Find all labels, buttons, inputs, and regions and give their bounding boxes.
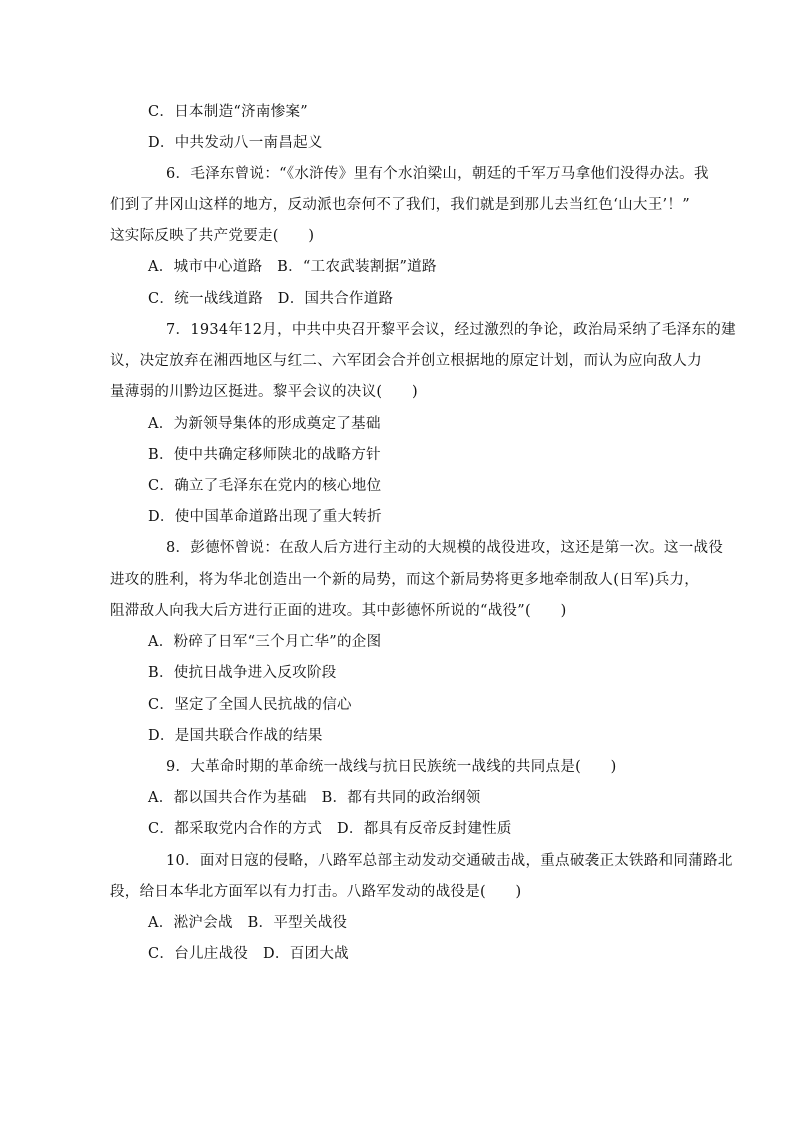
q6-options-ab: A．城市中心道路 B．“工农武装割据”道路 xyxy=(148,259,437,275)
q7-option-a: A．为新领导集体的形成奠定了基础 xyxy=(148,416,381,432)
q9-options-ab: A．都以国共合作为基础 B．都有共同的政治纲领 xyxy=(148,790,481,806)
q8-option-b: B．使抗日战争进入反攻阶段 xyxy=(148,665,337,681)
q8-option-a: A．粉碎了日军“三个月亡华”的企图 xyxy=(148,634,382,650)
q8-stem-line-2: 进攻的胜利，将为华北创造出一个新的局势，而这个新局势将更多地牵制敌人(日军)兵力， xyxy=(110,572,700,588)
q6-stem-line-2: 们到了井冈山这样的地方，反动派也奈何不了我们，我们就是到那儿去当红色‘山大王’！” xyxy=(110,197,690,213)
q5-option-d: D．中共发动八一南昌起义 xyxy=(148,135,323,151)
q8-option-d: D．是国共联合作战的结果 xyxy=(148,728,323,744)
q10-options-cd: C．台儿庄战役 D．百团大战 xyxy=(148,946,349,962)
q8-stem-line-1: 8．彭德怀曾说：在敌人后方进行主动的大规模的战役进攻，这还是第一次。这一战役 xyxy=(166,540,724,556)
q6-stem-line-1: 6．毛泽东曾说：“《水浒传》里有个水泊梁山，朝廷的千军万马拿他们没得办法。我 xyxy=(166,166,709,182)
q6-options-cd: C．统一战线道路 D．国共合作道路 xyxy=(148,291,394,307)
q7-stem-line-1: 7．1934年12月，中共中央召开黎平会议，经过激烈的争论，政治局采纳了毛泽东的建 xyxy=(166,322,736,338)
q7-option-c: C．确立了毛泽东在党内的核心地位 xyxy=(148,478,382,494)
q7-option-b: B．使中共确定移师陕北的战略方针 xyxy=(148,447,381,463)
q8-stem-line-3: 阻滞敌人向我大后方进行正面的进攻。其中彭德怀所说的“战役”( ) xyxy=(110,603,567,619)
q7-stem-line-3: 量薄弱的川黔边区挺进。黎平会议的决议( ) xyxy=(110,384,418,400)
q9-stem-line-1: 9．大革命时期的革命统一战线与抗日民族统一战线的共同点是( ) xyxy=(166,759,617,775)
q10-stem-line-2: 段，给日本华北方面军以有力打击。八路军发动的战役是( ) xyxy=(110,884,522,900)
q9-options-cd: C．都采取党内合作的方式 D．都具有反帝反封建性质 xyxy=(148,821,512,837)
q5-option-c: C．日本制造“济南惨案” xyxy=(148,104,309,120)
q7-stem-line-2: 议，决定放弃在湘西地区与红二、六军团会合并创立根据地的原定计划，而认为应向敌人力 xyxy=(110,353,702,369)
q6-stem-line-3: 这实际反映了共产党要走( ) xyxy=(110,228,315,244)
q10-options-ab: A．淞沪会战 B．平型关战役 xyxy=(148,915,348,931)
q7-option-d: D．使中国革命道路出现了重大转折 xyxy=(148,509,382,525)
q10-stem-line-1: 10．面对日寇的侵略，八路军总部主动发动交通破击战，重点破袭正太铁路和同蒲路北 xyxy=(166,853,733,869)
q8-option-c: C．坚定了全国人民抗战的信心 xyxy=(148,697,352,713)
